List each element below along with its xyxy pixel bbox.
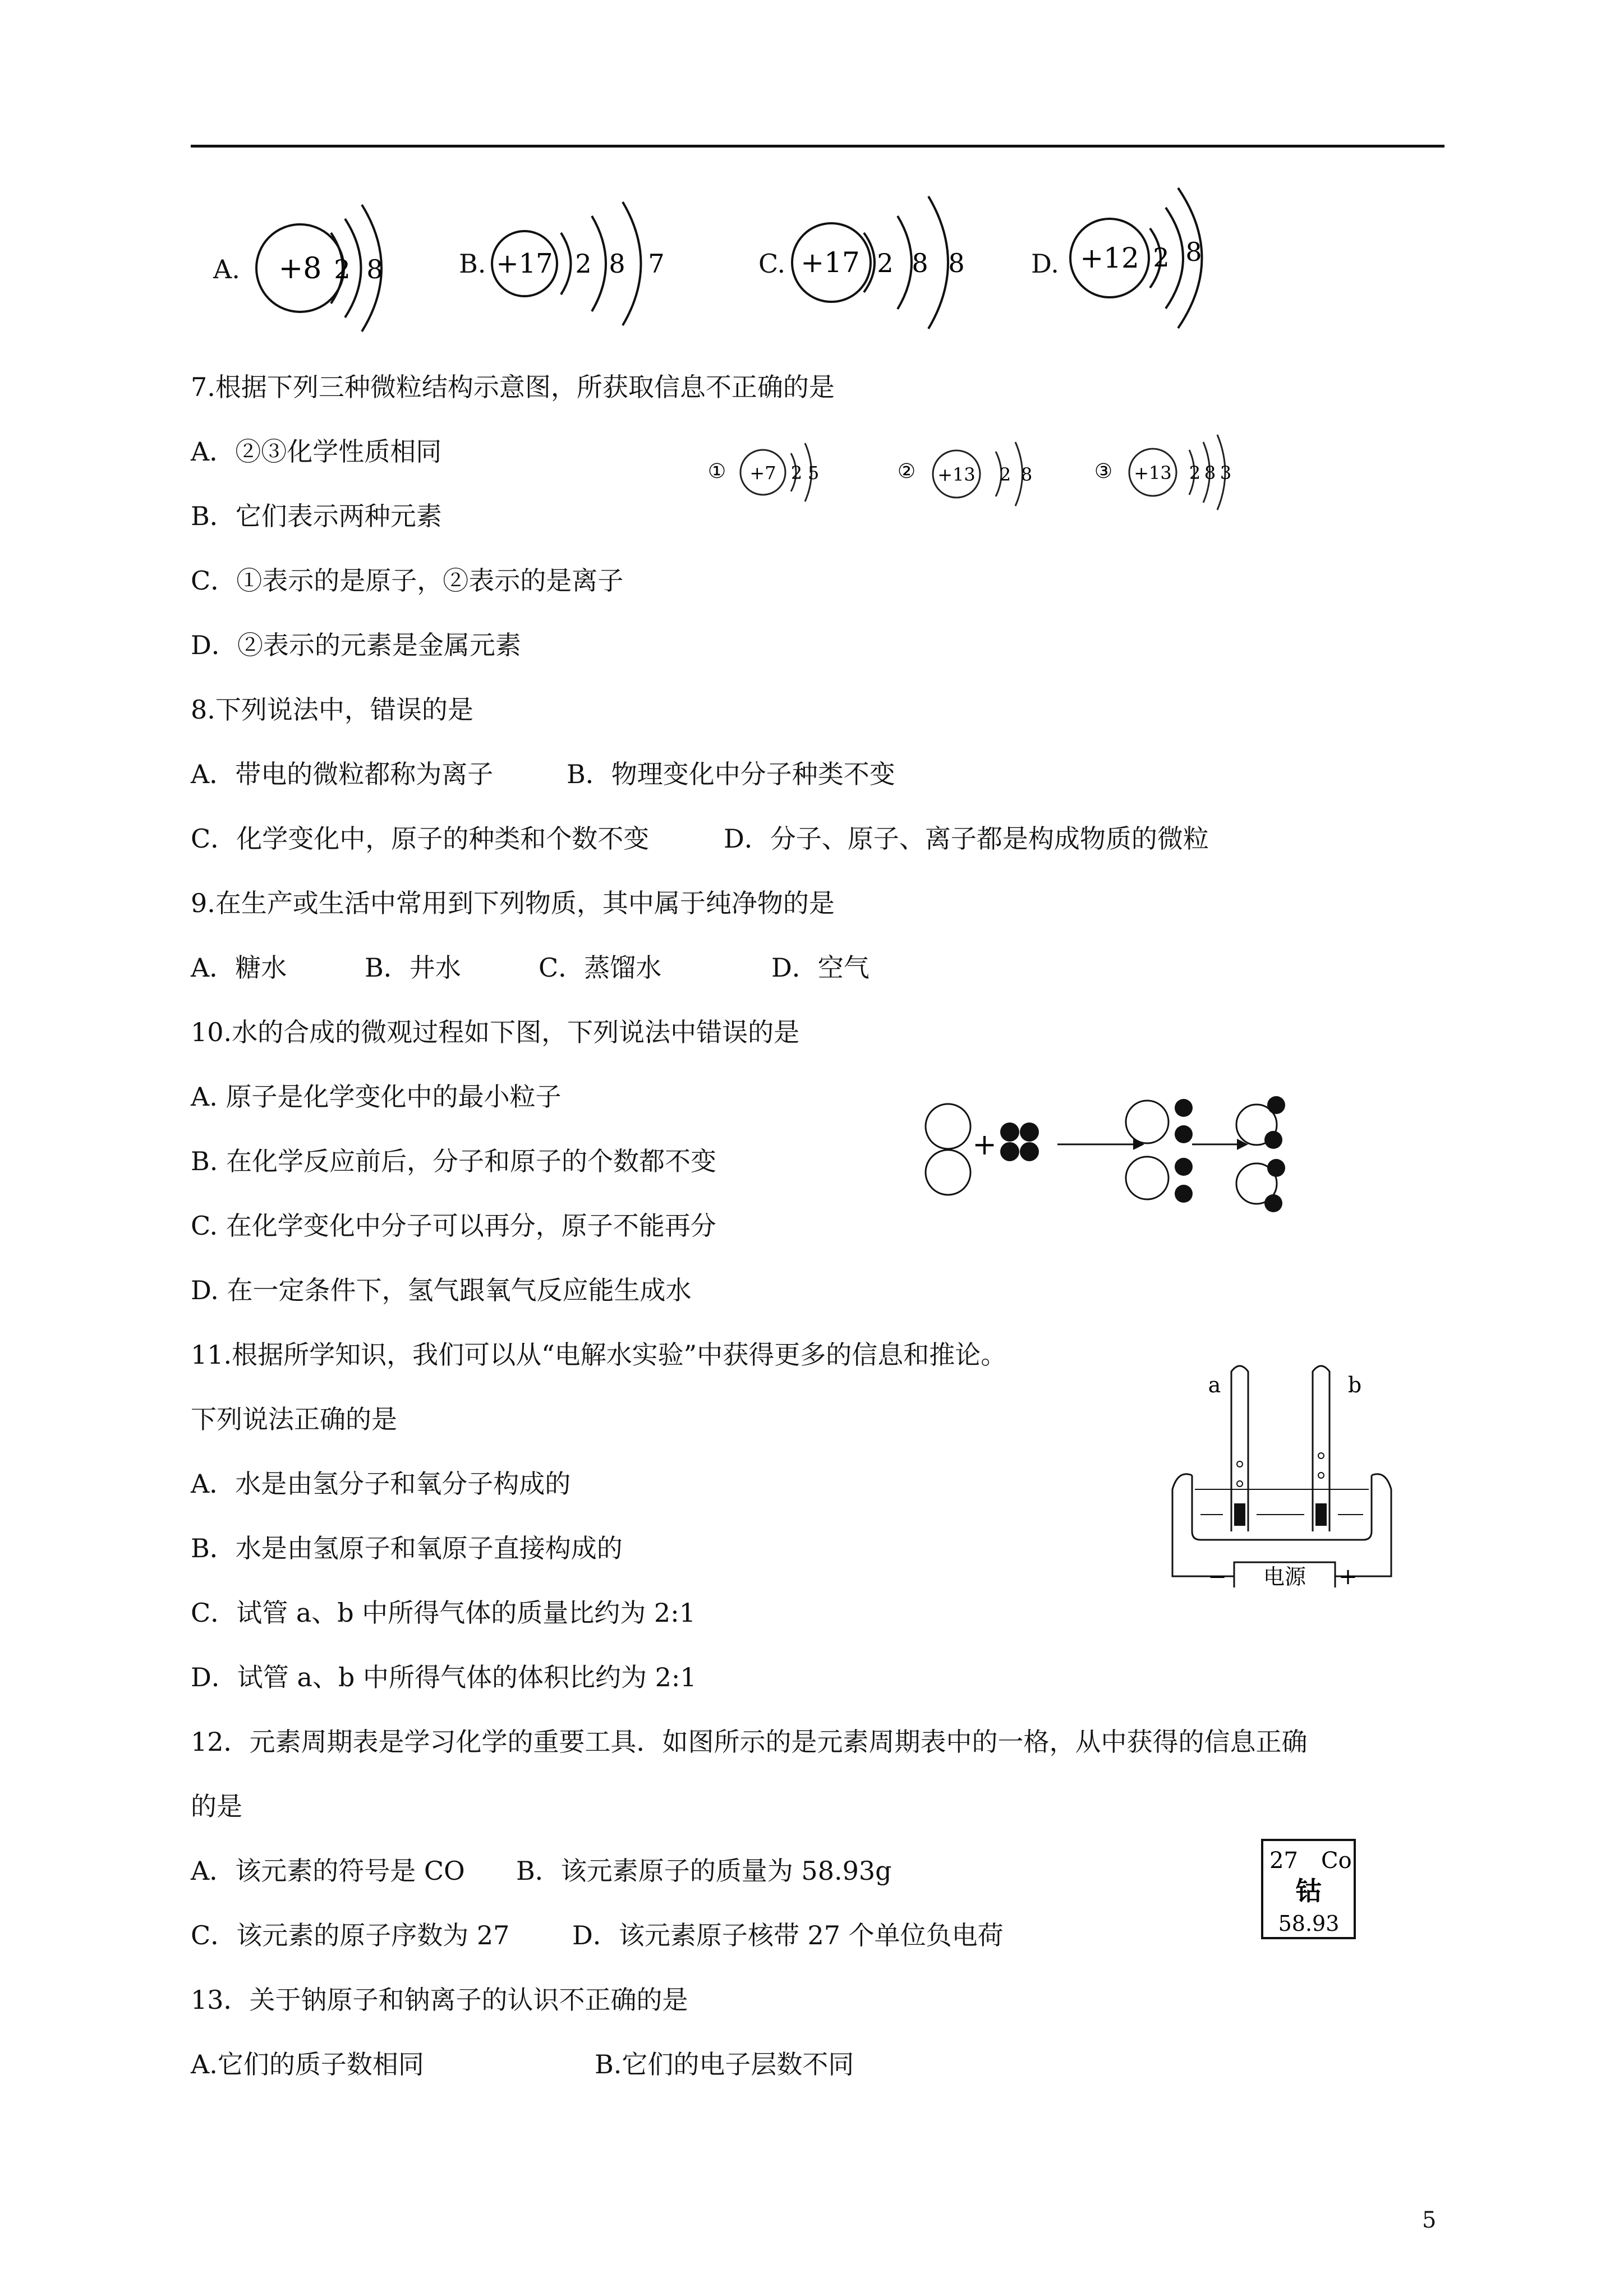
q7-option-b: B．它们表示两种元素	[191, 501, 442, 531]
q6-a-nucleus: +8	[278, 252, 322, 286]
q11-option-d: D．试管 a、b 中所得气体的体积比约为 2:1	[191, 1662, 697, 1692]
q10-plus-sign: +	[972, 1128, 997, 1162]
q11-tube-b-label: b	[1347, 1373, 1362, 1397]
q6-c-shell-1: 2	[877, 248, 894, 278]
q6-c-shell-2: 8	[912, 248, 928, 278]
page-number: 5	[1422, 2207, 1437, 2233]
q12-option-c: C．该元素的原子序数为 27	[191, 1920, 510, 1950]
q11-electrolysis-apparatus	[1161, 1346, 1402, 1588]
q9-option-d: D．空气	[771, 953, 869, 983]
q8-option-b: B．物理变化中分子种类不变	[567, 759, 895, 789]
q10-reaction-diagram	[914, 1088, 1329, 1234]
q8-option-d: D．分子、原子、离子都是构成物质的微粒	[724, 823, 1209, 854]
q6-atom-diagram-d	[1066, 182, 1229, 331]
q6-option-d-letter: D.	[1031, 249, 1059, 279]
q8-option-a: A．带电的微粒都称为离子	[191, 759, 494, 789]
q6-b-shell-2: 8	[609, 249, 625, 279]
q7-particle-2-shell-1: 2	[999, 464, 1011, 485]
q7-particle-1-shell-1: 2	[790, 462, 803, 484]
q11-minus-sign: −	[1208, 1564, 1227, 1588]
q7-particle-3-shell-3: 3	[1220, 462, 1232, 484]
q9-stem: 9.在生产或生活中常用到下列物质，其中属于纯净物的是	[191, 888, 835, 918]
q12-periodic-cell	[1259, 1837, 1360, 1944]
q7-particle-2-nucleus: +13	[937, 464, 976, 485]
q7-option-d: D．②表示的元素是金属元素	[191, 630, 521, 660]
q6-a-shell-2: 8	[366, 254, 383, 284]
q6-option-c-letter: C.	[758, 249, 786, 279]
q10-option-d: D. 在一定条件下，氢气跟氧气反应能生成水	[191, 1275, 692, 1305]
q6-atom-diagram-c	[785, 185, 987, 331]
q12-option-b: B．该元素原子的质量为 58.93g	[516, 1856, 892, 1886]
q10-stem: 10.水的合成的微观过程如下图，下列说法中错误的是	[191, 1017, 800, 1047]
q9-option-b: B．井水	[365, 953, 461, 983]
q10-option-c: C. 在化学变化中分子可以再分，原子不能再分	[191, 1211, 716, 1241]
q6-d-shell-2: 8	[1185, 237, 1202, 267]
q7-particle-1-nucleus: +7	[749, 462, 776, 484]
q6-atom-diagram-b	[488, 191, 679, 331]
q7-particle-3-shell-1: 2	[1189, 462, 1201, 484]
q11-option-a: A．水是由氢分子和氧分子构成的	[191, 1469, 571, 1499]
q7-particle-diagrams	[707, 432, 1268, 510]
q11-power-label: 电源	[1263, 1565, 1306, 1588]
q7-particle-2-shell-2: 8	[1020, 464, 1033, 485]
q12-cell-symbol: Co	[1321, 1848, 1352, 1874]
q12-stem-line-2: 的是	[191, 1791, 242, 1821]
q7-particle-1-label: ①	[707, 460, 726, 483]
q10-option-a: A. 原子是化学变化中的最小粒子	[191, 1082, 562, 1112]
q12-cell-mass: 58.93	[1278, 1911, 1340, 1936]
q6-atom-diagram-a	[247, 196, 415, 337]
q6-b-nucleus: +17	[496, 248, 553, 279]
q11-plus-sign: +	[1338, 1564, 1358, 1588]
q7-option-c: C．①表示的是原子，②表示的是离子	[191, 565, 624, 596]
q6-a-shell-1: 2	[334, 254, 351, 284]
q6-option-a-letter: A.	[213, 254, 240, 284]
q10-option-b: B. 在化学反应前后，分子和原子的个数都不变	[191, 1146, 717, 1176]
q6-option-b-letter: B.	[459, 249, 486, 279]
q7-stem: 7.根据下列三种微粒结构示意图，所获取信息不正确的是	[191, 372, 835, 402]
q11-stem-line-1: 11.根据所学知识，我们可以从“电解水实验”中获得更多的信息和推论。	[191, 1340, 1007, 1370]
header-rule	[191, 145, 1444, 148]
q6-b-shell-3: 7	[648, 249, 665, 279]
q9-option-a: A．糖水	[191, 953, 287, 983]
q11-option-c: C．试管 a、b 中所得气体的质量比约为 2:1	[191, 1598, 696, 1628]
q7-particle-3-shell-2: 8	[1204, 462, 1216, 484]
q6-b-shell-1: 2	[575, 249, 592, 279]
q7-particle-1-shell-2: 5	[807, 462, 820, 484]
q7-particle-2-label: ②	[897, 460, 916, 483]
q13-option-b: B.它们的电子层数不同	[595, 2049, 854, 2079]
q12-cell-number: 27	[1269, 1848, 1298, 1874]
q13-option-a: A.它们的质子数相同	[191, 2049, 424, 2079]
q9-option-c: C．蒸馏水	[539, 953, 662, 983]
q11-tube-a-label: a	[1208, 1373, 1221, 1397]
q6-c-nucleus: +17	[801, 246, 860, 279]
q8-option-c: C．化学变化中，原子的种类和个数不变	[191, 823, 650, 854]
q7-particle-3-nucleus: +13	[1134, 462, 1172, 484]
q12-option-d: D．该元素原子核带 27 个单位负电荷	[572, 1920, 1004, 1950]
q7-option-a: A．②③化学性质相同	[191, 436, 442, 467]
q6-c-shell-3: 8	[948, 248, 965, 278]
q12-cell-name: 钴	[1296, 1876, 1322, 1906]
q12-stem-line-1: 12．元素周期表是学习化学的重要工具．如图所示的是元素周期表中的一格，从中获得的信息正确	[191, 1727, 1308, 1757]
q11-option-b: B．水是由氢原子和氧原子直接构成的	[191, 1533, 623, 1563]
q12-option-a: A．该元素的符号是 CO	[191, 1856, 465, 1886]
q6-d-nucleus: +12	[1080, 242, 1139, 274]
q8-stem: 8.下列说法中，错误的是	[191, 694, 473, 725]
q13-stem: 13．关于钠原子和钠离子的认识不正确的是	[191, 1985, 688, 2015]
q6-d-shell-1: 2	[1153, 242, 1170, 273]
q7-particle-3-label: ③	[1094, 460, 1113, 483]
q11-stem-line-2: 下列说法正确的是	[191, 1404, 397, 1434]
